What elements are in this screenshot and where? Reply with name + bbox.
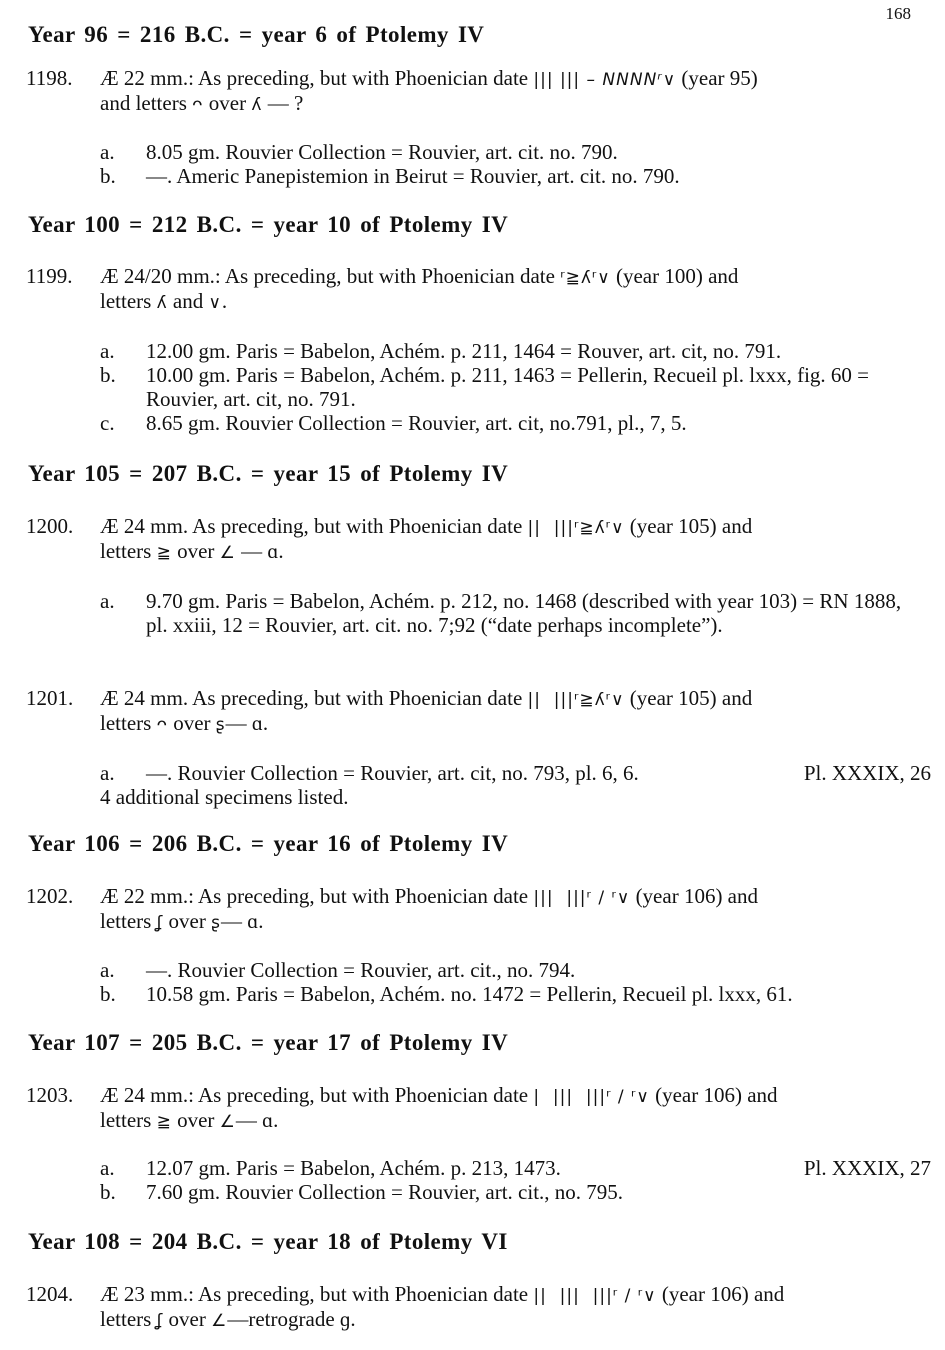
plate-reference: Pl. XXXIX, 27 bbox=[803, 1156, 931, 1180]
entry-description bbox=[100, 515, 925, 565]
date-year: (year 106) and bbox=[635, 884, 759, 908]
specimen-item bbox=[100, 1180, 931, 1204]
letters-suffix: — ɑ. bbox=[220, 909, 264, 933]
catalog-entry bbox=[26, 1283, 925, 1333]
entry-number: 1201. bbox=[26, 686, 74, 710]
phoenician-letter: ∠ bbox=[211, 1311, 228, 1331]
over-label: over bbox=[168, 1307, 206, 1331]
phoenician-date-glyphs: || |||ʳ≧ʎʳ∨ bbox=[527, 518, 625, 538]
phoenician-letter: ≧ bbox=[156, 543, 172, 563]
specimen-text: 8.65 gm. Rouvier Collection = Rouvier, art. cit, no.791, pl., 7, 5. bbox=[146, 411, 687, 435]
entry-description bbox=[100, 265, 925, 315]
catalog-entry bbox=[26, 515, 925, 565]
specimen-list bbox=[100, 339, 931, 435]
phoenician-letter: ʂ bbox=[215, 715, 226, 735]
specimen-letter: a. bbox=[100, 589, 115, 613]
entry-number: 1200. bbox=[26, 514, 74, 538]
phoenician-letter: ᴖ bbox=[156, 715, 168, 735]
phoenician-date-glyphs: ||| |||ʳ / ʳ∨ bbox=[533, 888, 631, 908]
specimen-letter: a. bbox=[100, 339, 115, 363]
phoenician-letter: ʎ bbox=[156, 293, 168, 313]
entry-description bbox=[100, 687, 925, 737]
entry-number: 1204. bbox=[26, 1282, 74, 1306]
specimen-item bbox=[100, 982, 931, 1006]
entry-prefix: Æ 24/20 mm.: As preceding, but with Phoenician date bbox=[100, 264, 555, 288]
date-year: (year 106) and bbox=[661, 1282, 785, 1306]
entry-description bbox=[100, 67, 925, 117]
specimen-text: 8.05 gm. Rouvier Collection = Rouvier, art. cit. no. 790. bbox=[146, 140, 618, 164]
phoenician-date-glyphs: ʳ≧ʎʳ∨ bbox=[560, 268, 611, 288]
specimen-letter: c. bbox=[100, 411, 115, 435]
section-heading: Year 100 = 212 B.C. = year 10 of Ptolemy IV bbox=[28, 212, 509, 237]
entry-prefix: Æ 24 mm. As preceding, but with Phoenician date bbox=[100, 514, 523, 538]
entry-description bbox=[100, 885, 925, 935]
date-year: (year 105) and bbox=[629, 686, 753, 710]
specimen-list bbox=[100, 958, 931, 1006]
plate-reference: Pl. XXXIX, 26 bbox=[803, 761, 931, 785]
letters-suffix: — ɑ. bbox=[235, 1108, 279, 1132]
entry-description bbox=[100, 1283, 925, 1333]
section-heading: Year 105 = 207 B.C. = year 15 of Ptolemy IV bbox=[28, 461, 509, 486]
specimen-text: 12.07 gm. Paris = Babelon, Achém. p. 213, 1473. bbox=[146, 1156, 561, 1180]
over-label: over bbox=[173, 711, 211, 735]
phoenician-letter: ᴖ bbox=[192, 95, 204, 115]
specimen-item bbox=[100, 411, 931, 435]
page-number: 168 bbox=[885, 4, 911, 23]
phoenician-letter: ʂ bbox=[211, 913, 221, 933]
specimen-letter: b. bbox=[100, 164, 116, 188]
phoenician-letter: ʆ bbox=[156, 913, 164, 933]
phoenician-letter: ʎ bbox=[251, 95, 263, 115]
specimen-text: —. Rouvier Collection = Rouvier, art. cit, no. 793, pl. 6, 6. bbox=[146, 761, 639, 785]
entry-prefix: Æ 23 mm.: As preceding, but with Phoenician date bbox=[100, 1282, 529, 1306]
catalog-entry bbox=[26, 885, 925, 935]
letters-label: letters bbox=[100, 711, 152, 735]
specimen-list bbox=[100, 140, 931, 188]
and-label: and bbox=[172, 289, 204, 313]
section-heading: Year 96 = 216 B.C. = year 6 of Ptolemy IV bbox=[28, 22, 485, 47]
over-label: over bbox=[208, 91, 247, 115]
specimen-list bbox=[100, 589, 931, 637]
specimen-item bbox=[100, 140, 931, 164]
specimen-item bbox=[100, 761, 931, 785]
entry-prefix: Æ 22 mm.: As preceding, but with Phoenician date bbox=[100, 66, 529, 90]
letters-suffix: . bbox=[221, 289, 228, 313]
letters-label: letters bbox=[100, 289, 152, 313]
phoenician-letter: ʆ bbox=[156, 1311, 164, 1331]
entry-number: 1202. bbox=[26, 884, 74, 908]
specimen-letter: b. bbox=[100, 363, 116, 387]
over-label: over bbox=[177, 539, 215, 563]
letters-suffix: — ? bbox=[267, 91, 304, 115]
entry-prefix: Æ 22 mm.: As preceding, but with Phoenician date bbox=[100, 884, 529, 908]
letters-label: and letters bbox=[100, 91, 187, 115]
over-label: over bbox=[177, 1108, 215, 1132]
specimen-letter: a. bbox=[100, 761, 115, 785]
specimen-letter: a. bbox=[100, 1156, 115, 1180]
specimen-text: 10.58 gm. Paris = Babelon, Achém. no. 1472 = Pellerin, Recueil pl. lxxx, 61. bbox=[146, 982, 793, 1006]
entry-number: 1203. bbox=[26, 1083, 74, 1107]
catalog-entry bbox=[26, 67, 925, 117]
specimen-text: —. Rouvier Collection = Rouvier, art. cit., no. 794. bbox=[146, 958, 576, 982]
date-year: (year 106) and bbox=[655, 1083, 778, 1107]
letters-label: letters bbox=[100, 539, 152, 563]
specimen-list bbox=[100, 761, 931, 809]
specimen-item bbox=[100, 363, 931, 411]
section-heading: Year 108 = 204 B.C. = year 18 of Ptolemy VI bbox=[28, 1229, 508, 1254]
specimen-item bbox=[100, 589, 931, 637]
letters-suffix: — ɑ. bbox=[241, 539, 284, 563]
phoenician-date-glyphs: || |||ʳ≧ʎʳ∨ bbox=[527, 690, 625, 710]
date-year: (year 105) and bbox=[629, 514, 753, 538]
specimen-letter: b. bbox=[100, 982, 116, 1006]
letters-label: letters bbox=[100, 1108, 152, 1132]
specimen-letter: a. bbox=[100, 140, 115, 164]
entry-prefix: Æ 24 mm.: As preceding, but with Phoenician date bbox=[100, 1083, 529, 1107]
date-year: (year 95) bbox=[681, 66, 758, 90]
specimen-text: 10.00 gm. Paris = Babelon, Achém. p. 211, 1463 = Pellerin, Recueil pl. lxxx, fig. 60 = Rouvier, art. cit, no. 791. bbox=[146, 363, 870, 411]
specimen-text: 12.00 gm. Paris = Babelon, Achém. p. 211, 1464 = Rouver, art. cit, no. 791. bbox=[146, 339, 782, 363]
letters-suffix: —retrograde ɡ. bbox=[227, 1307, 356, 1331]
specimen-note: 4 additional specimens listed. bbox=[100, 785, 349, 809]
phoenician-letter: ≧ bbox=[156, 1112, 172, 1132]
specimen-text: 9.70 gm. Paris = Babelon, Achém. p. 212, no. 1468 (described with year 103) = RN 1888, pl. xxiii, 12 = Rouvier, art. cit. no. 7;92 (“date perhaps incomplete”). bbox=[146, 589, 902, 637]
specimen-item bbox=[100, 339, 931, 363]
specimen-item bbox=[100, 958, 931, 982]
phoenician-date-glyphs: || ||| |||ʳ / ʳ∨ bbox=[533, 1286, 657, 1306]
specimen-item bbox=[100, 1156, 931, 1180]
entry-number: 1199. bbox=[26, 264, 73, 288]
phoenician-letter: ∠ bbox=[219, 543, 236, 563]
specimen-letter: b. bbox=[100, 1180, 116, 1204]
section-heading: Year 107 = 205 B.C. = year 17 of Ptolemy IV bbox=[28, 1030, 509, 1055]
letters-suffix: — ɑ. bbox=[225, 711, 269, 735]
entry-number: 1198. bbox=[26, 66, 73, 90]
specimen-text: —. Americ Panepistemion in Beirut = Rouvier, art. cit. no. 790. bbox=[146, 164, 680, 188]
phoenician-date-glyphs: ||| ||| – NNNNʳ∨ bbox=[533, 70, 677, 90]
specimen-list bbox=[100, 1156, 931, 1204]
phoenician-date-glyphs: | ||| |||ʳ / ʳ∨ bbox=[533, 1087, 650, 1107]
over-label: over bbox=[168, 909, 206, 933]
entry-description bbox=[100, 1084, 925, 1134]
letters-label: letters bbox=[100, 909, 152, 933]
phoenician-letter: ∠ bbox=[219, 1112, 236, 1132]
date-year: (year 100) and bbox=[615, 264, 739, 288]
catalog-entry bbox=[26, 1084, 925, 1134]
section-heading: Year 106 = 206 B.C. = year 16 of Ptolemy IV bbox=[28, 831, 509, 856]
specimen-text: 7.60 gm. Rouvier Collection = Rouvier, art. cit., no. 795. bbox=[146, 1180, 624, 1204]
catalog-entry bbox=[26, 687, 925, 737]
entry-prefix: Æ 24 mm. As preceding, but with Phoenician date bbox=[100, 686, 523, 710]
specimen-item bbox=[100, 164, 931, 188]
letters-label: letters bbox=[100, 1307, 152, 1331]
specimen-letter: a. bbox=[100, 958, 115, 982]
phoenician-letter: ∨ bbox=[208, 293, 222, 313]
catalog-entry bbox=[26, 265, 925, 315]
